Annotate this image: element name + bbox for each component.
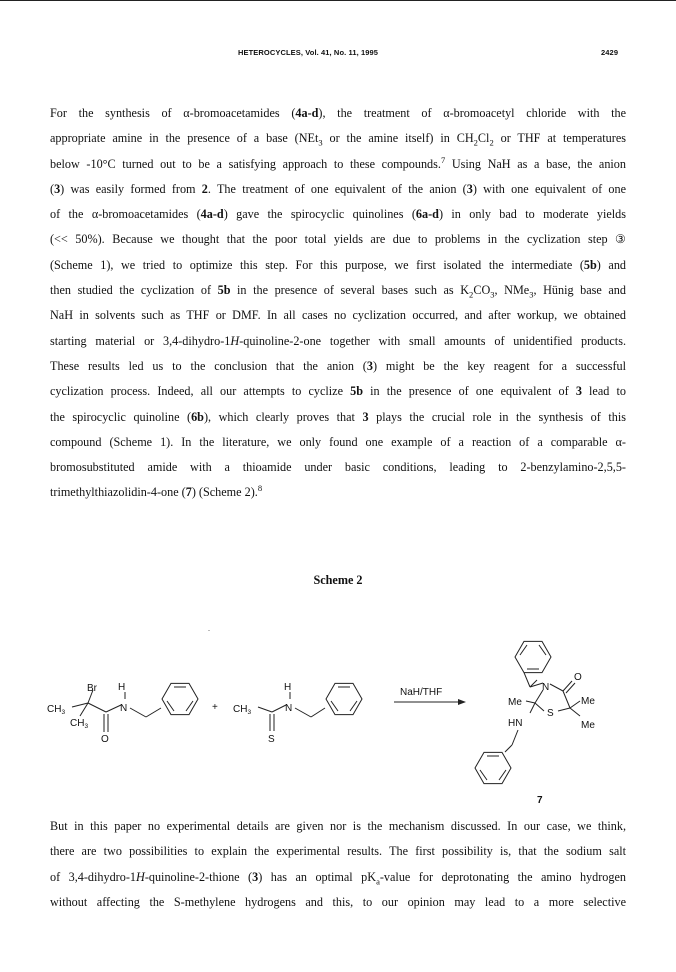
plus-sign: + (212, 702, 218, 713)
thione-sulfur-label: S (268, 734, 275, 745)
arrow-head (458, 699, 466, 705)
paragraph-2: But in this paper no experimental details are given nor is the mechanism discussed. In our case, we think, there are two possibilities to explain the experimental results. The first possibility is, that the sodium salt of 3,4-dihydro-1H-quinoline-2-thione (3) has an optimal $pK_a$-value for deprotonating the amino hydrogen without affecting the S-methylene hydrogens and this, to our opinion may lead to a more selective (50, 819, 626, 909)
journal-citation: HETEROCYCLES, Vol. 41, No. 11, 1995 (238, 48, 379, 57)
top-rule (0, 0, 676, 1)
scheme-2-diagram (0, 600, 676, 815)
reactant-2-structure (258, 683, 362, 731)
methyl-c2-label: Me (508, 697, 522, 708)
paragraph-1: For the synthesis of α-bromoacetamides (4a-d), the treatment of α-bromoacetyl chloride with the appropriate amine in the presence of a base (NEt$_3$ or the amine itself) in $CH_2Cl_2$ or THF at temperatures below -10°C turned out to be a satisfying approach to these compounds.$^7$ Using NaH as a base, the anion (3) was easily formed from 2. The treatment of one equivalent of the anion (3) with one equivalent of one of the α-bromoacetamides (4a-d) gave the spirocyclic quinolines (6a-d) in only bad to moderate yields (<< 50%). Because we thought that the poor total yields are due to problems in the cyclization step ③ (Scheme 1), we tried to optimize this step. For this purpose, we first isolated the intermediate (5b) and then studied the cyclization of 5b in the presence of several bases such as $K_2CO_3$, NMe$_3$, Hünig base and NaH in solvents such as THF or DMF. In all cases no cyclization occurred, and after workup, we obtained starting material or 3,4-dihydro-1H-quinoline-2-one together with small amounts of unidentified products. These results led us to the conclusion that the anion (3) might be the key reagent for a successful cyclization process. Indeed, all our attempts to cyclize 5b in the presence of one equivalent of 3 lead to the spirocyclic quinoline (6b), which clearly proves that 3 plays the crucial role in the synthesis of this compound (Scheme 1). In the literature, we only found one example of a reaction of a comparable α- bromosubstituted amide with a thioamide under basic conditions, leading to 2-benzylamino-2,5,5- trimethylthiazolidin-4-one (7) (Scheme 2).$^8$ (50, 106, 627, 500)
thio-methyl-label: $CH_3$ (233, 704, 252, 716)
amide-nitrogen-label: N (120, 703, 128, 714)
thioamide-nitrogen-label: N (285, 703, 293, 714)
ring-oxygen-label: O (574, 672, 582, 683)
product-structure (475, 641, 580, 783)
compound-number: 7 (537, 795, 543, 806)
running-head (0, 48, 676, 62)
scheme-title: Scheme 2 (313, 573, 363, 587)
reagent-label: NaH/THF (400, 687, 443, 698)
methyl-label-1: $CH_3$ (47, 704, 66, 716)
carbonyl-oxygen-label: O (101, 734, 109, 745)
amide-hydrogen-label: H (118, 682, 126, 693)
ring-sulfur-label: S (547, 708, 554, 719)
ring-nitrogen-label: N (542, 682, 550, 693)
bromine-label: Br (87, 683, 97, 694)
benzylamino-label: HN (508, 718, 523, 729)
methyl-c5a-label: Me (581, 696, 595, 707)
thioamide-hydrogen-label: H (284, 682, 292, 693)
methyl-c5b-label: Me (581, 720, 595, 731)
methyl-label-2: $CH_3$ (70, 718, 89, 730)
page-number: 2429 (601, 48, 619, 57)
